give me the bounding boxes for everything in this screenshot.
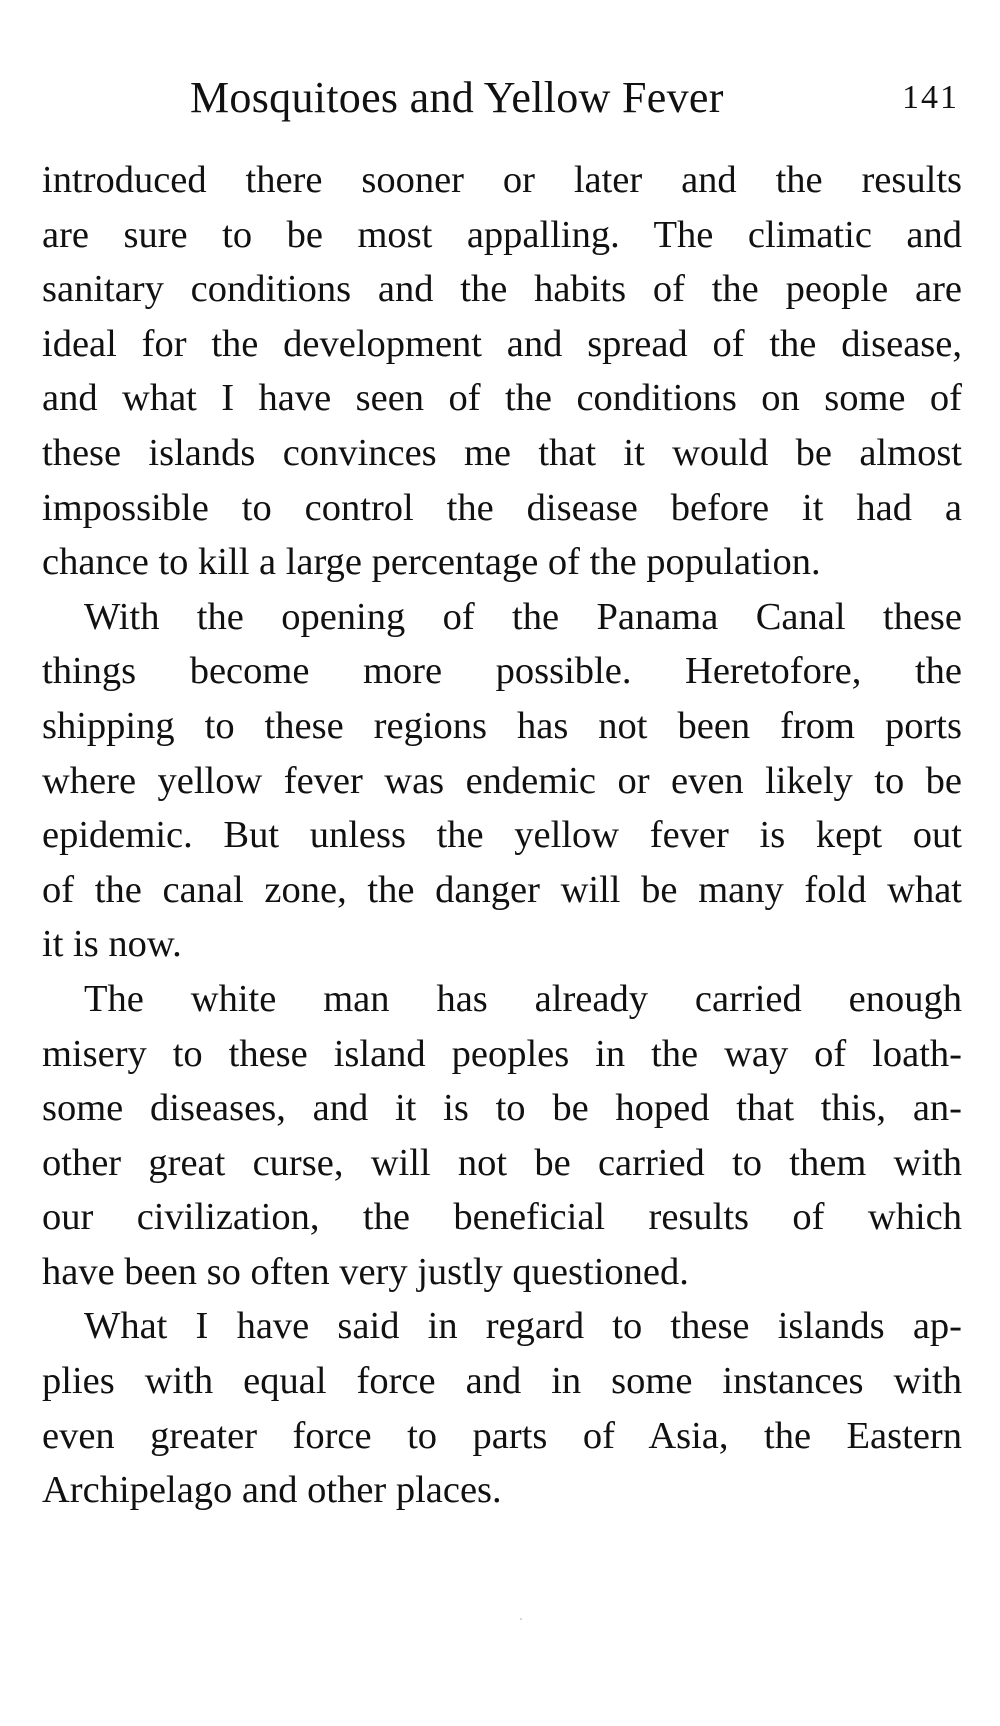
paragraph-1 <box>42 153 962 590</box>
text-line: sanitary conditions and the habits of the people are <box>42 268 962 311</box>
text-line: it is now. <box>42 923 182 966</box>
text-line: impossible to control the disease before it had a <box>42 486 962 529</box>
text-line: epidemic. But unless the yellow fever is kept out <box>42 814 962 857</box>
text-line: and what I have seen of the conditions on some of <box>42 377 962 420</box>
text-line: some diseases, and it is to be hoped that this, an- <box>42 1087 962 1130</box>
text-line: With the opening of the Panama Canal these <box>84 595 962 638</box>
text-line: things become more possible. Heretofore, the <box>42 650 962 693</box>
text-line: misery to these island peoples in the way of loath- <box>42 1032 962 1075</box>
text-line: other great curse, will not be carried to them with <box>42 1141 962 1184</box>
running-head <box>0 68 1000 128</box>
text-line: our civilization, the beneficial results of which <box>42 1196 962 1239</box>
paragraph-4 <box>42 1299 962 1517</box>
text-line: The white man has already carried enough <box>84 977 962 1020</box>
paragraph-2 <box>42 590 962 972</box>
running-title: Mosquitoes and Yellow Fever <box>190 73 724 122</box>
text-line: plies with equal force and in some instances with <box>42 1360 962 1403</box>
text-line: where yellow fever was endemic or even likely to be <box>42 759 962 802</box>
text-line: introduced there sooner or later and the results <box>42 159 962 201</box>
text-line: even greater force to parts of Asia, the Eastern <box>42 1414 962 1457</box>
text-line: have been so often very justly questioned. <box>42 1250 689 1293</box>
text-line: ideal for the development and spread of the disease, <box>42 322 962 365</box>
text-line: What I have said in regard to these islands ap- <box>84 1305 962 1348</box>
text-line: of the canal zone, the danger will be many fold what <box>42 868 962 911</box>
paper-speck <box>520 1618 522 1620</box>
text-line: chance to kill a large percentage of the population. <box>42 541 821 584</box>
body-text <box>42 153 962 1518</box>
page-number: 141 <box>902 79 959 116</box>
text-line: these islands convinces me that it would be almost <box>42 431 962 474</box>
text-line: are sure to be most appalling. The climatic and <box>42 213 962 256</box>
paragraph-3 <box>42 972 962 1300</box>
text-line: Archipelago and other places. <box>42 1469 502 1512</box>
text-line: shipping to these regions has not been from ports <box>42 704 962 747</box>
